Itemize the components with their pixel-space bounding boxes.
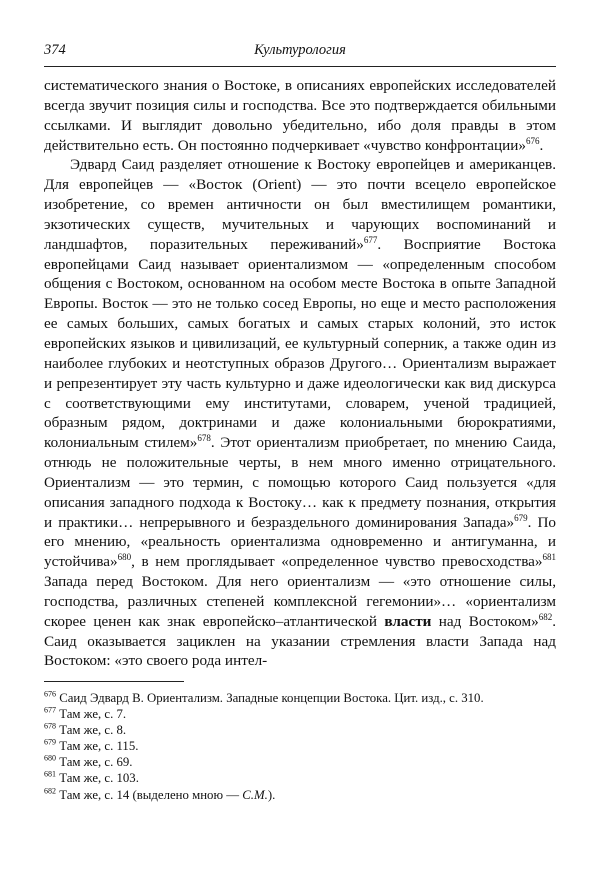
footnote-number: 681 <box>44 770 56 780</box>
footnote-rule <box>44 681 184 682</box>
page-number: 374 <box>44 42 66 58</box>
footnote-text: Там же, с. 8. <box>59 723 127 738</box>
footnote <box>44 754 556 770</box>
footnote-text: Там же, с. 115. <box>59 739 139 754</box>
main-text <box>44 76 556 671</box>
running-header <box>44 40 556 62</box>
footnote-ref: 681 <box>542 552 556 563</box>
footnote-text: Там же, с. 7. <box>59 707 127 722</box>
footnote-ref: 680 <box>117 552 132 563</box>
footnote <box>44 690 556 706</box>
footnote-ref: 679 <box>514 512 528 523</box>
footnote-text: Там же, с. 103. <box>59 771 139 786</box>
footnote-ref: 682 <box>538 611 553 622</box>
footnote-text: Там же, с. 14 (выделено мною — <box>59 787 243 802</box>
footnote <box>44 722 556 738</box>
footnote-text: Там же, с. 69. <box>59 755 133 770</box>
footnote-number: 679 <box>44 738 56 748</box>
footnote-ref: 678 <box>197 433 211 444</box>
footnote-number: 678 <box>44 721 56 731</box>
footnotes <box>44 690 556 803</box>
author-initials: С.М. <box>242 787 268 802</box>
paragraph-1: систематического знания о Востоке, в описаниях европейских исследователей всегда звучит позиция силы и господства. Все это подтверждается обильными ссылками. И выглядит довольно убедительно, ибо доля правды в этом действительно есть. Он постоянно подчеркивает «чувство конфронтации»$^{676}$. <box>44 77 556 154</box>
emphasis-bold: власти <box>384 612 432 630</box>
running-title: Культурология <box>254 42 346 58</box>
paragraph-2: Эдвард Саид разделяет отношение к Востоку европейцев и американцев. Для европейцев — «Восток (Orient) — это почти всецело европейское изобретение, со времен античности он был вместилищем романтики, экзотических существ, мучительных и чарующих воспоминаний и ландшафтов, поразительных переживаний»$^{677}$. Восприятие Востока европейцами Саид называет ориентализмом — «определенным способом общения с Востоком, основанном на особом месте Востока в опыте Западной Европы. Восток — это не только сосед Европы, но еще и место расположения ее самых больших, самых богатых и самых старых колоний, это исток европейских языков и цивилизаций, ее культурный соперник, а также один из наиболее глубоких и неотступных образов Другого… Ориентализм выражает и репрезентирует эту часть культурно и даже идеологически как вид дискурса с соответствующими ему институтами, словарем, ученой традицией, образным рядом, доктринами и даже колониальными бюрократиями, колониальным стилем»$^{678}$. Этот ориентализм приобретает, по мнению Саида, отнюдь не положительные черты, в нем много именно отрицательного. Ориентализм — это термин, с помощью которого Саид пользуется «для описания западного подхода к Востоку… как к предмету познания, открытия и практики… непрерывного и безраздельного доминирования Запада»$^{679}$. По его мнению, «реальность ориентализма одновременно и антигуманна, и устойчива»$^{680}$, в нем проглядывает «определенное чувство превосходства»$^{681}$ Запада перед Востоком. Для него ориентализм — «это отношение силы, господства, различных степеней комплексной гегемонии»… «ориентализм скорее ценен как знак европейско–атлантической власти над Востоком»$^{682}$. Саид оказывается зациклен на указании стремления власти Запада над Востоком: «это своего рода интел- <box>44 156 557 670</box>
footnote-ref: 677 <box>363 234 378 245</box>
footnote-ref: 676 <box>525 135 540 146</box>
footnote-number: 680 <box>44 754 56 764</box>
footnote-number: 676 <box>44 689 56 699</box>
footnote <box>44 770 556 786</box>
footnote <box>44 787 556 803</box>
header-rule <box>44 66 556 67</box>
footnote-text: Саид Эдвард В. Ориентализм. Западные концепции Востока. Цит. изд., с. 310. <box>59 691 484 705</box>
footnote <box>44 706 556 722</box>
footnote-number: 677 <box>44 705 56 715</box>
footnote-end: ). <box>267 787 276 802</box>
footnote-number: 682 <box>44 786 56 796</box>
footnote <box>44 738 556 754</box>
